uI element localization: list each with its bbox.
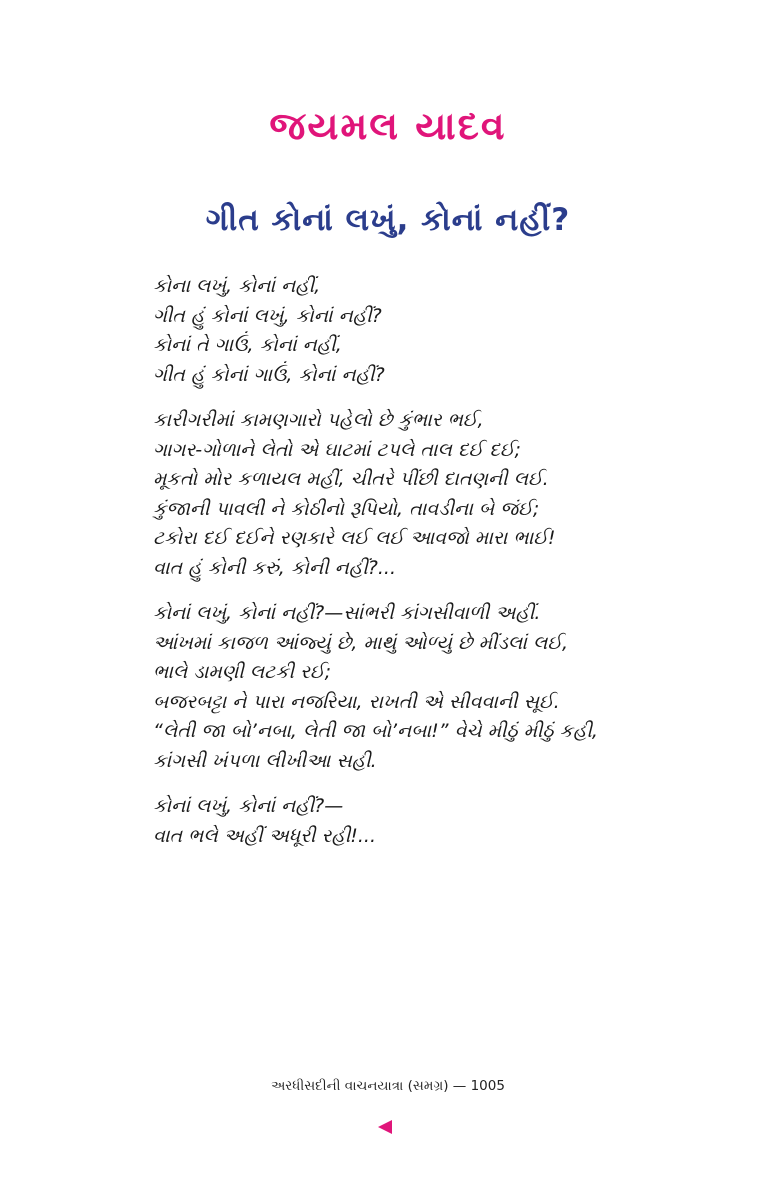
poem-line: ગાગર-ગોળાને લેતો એ ઘાટમાં ટપલે તાલ દઈ દઈ; [153, 438, 521, 461]
stanza-2 [153, 406, 713, 583]
left-arrow-icon[interactable] [378, 1120, 392, 1134]
poem-line: કોનાં લખું, કોનાં નહીં?—સાંભરી કાંગસીવાળી અહીં. [153, 602, 541, 624]
poem-line: “લેતી જા બો’નબા, લેતી જા બો’નબા!” વેચે મીઠું મીઠું કહી, [153, 720, 598, 742]
poem-line: કોના લખું, કોનાં નહીં, [153, 275, 321, 297]
poem-line: વાત હું કોની કરું, કોની નહીં?... [153, 556, 396, 579]
poem-line: ટકોરા દઈ દઈને રણકારે લઈ લઈ આવજો મારા ભાઈ! [153, 527, 556, 549]
stanza-4 [153, 792, 713, 851]
poem-title: ગીત કોનાં લખું, કોનાં નહીં? [205, 202, 571, 238]
poem-line: બજરબટ્ટા ને પારા નજરિયા, રાખતી એ સીવવાની સૂઈ. [153, 690, 560, 713]
poem-line: કુંજાની પાવલી ને કોઠીનો રૂપિયો, તાવડીના બે જંઈ; [153, 497, 540, 520]
poem-line: કારીગરીમાં કામણગારો પહેલો છે કુંભાર ભઈ, [153, 409, 484, 431]
poem-line: કાંગસી ખંપળા લીખીઆ સહી. [153, 749, 377, 772]
poem-line: ગીત હું કોનાં લખું, કોનાં નહીં? [153, 304, 382, 327]
poem-line: ગીત હું કોનાં ગાઉં, કોનાં નહીં? [153, 363, 385, 386]
stanza-3 [153, 599, 713, 776]
poem-line: કોનાં તે ગાઉં, કોનાં નહીં, [153, 334, 342, 356]
stanza-1 [153, 272, 713, 390]
poem-line: કોનાં લખું, કોનાં નહીં?— [153, 795, 344, 817]
page-footer: અરધીસદીની વાચનયાત્રા (સમગ્ર) — 1005 [271, 1078, 505, 1094]
poem-line: ભાલે ડામણી લટકી રઈ; [153, 661, 332, 683]
poem-line: વાત ભલે અહીં અધૂરી રહી!... [153, 824, 377, 847]
poem-line: મૂકતો મોર કળાયલ મહીં, ચીતરે પીંછી દાતણની લઈ. [153, 468, 549, 490]
poem-line: આંખમાં કાજળ આંજ્યું છે, માથું ઓળ્યું છે મીંડલાં લઈ, [153, 631, 569, 654]
poem-body [153, 272, 713, 867]
author-name: જયમલ યાદવ [269, 104, 507, 148]
